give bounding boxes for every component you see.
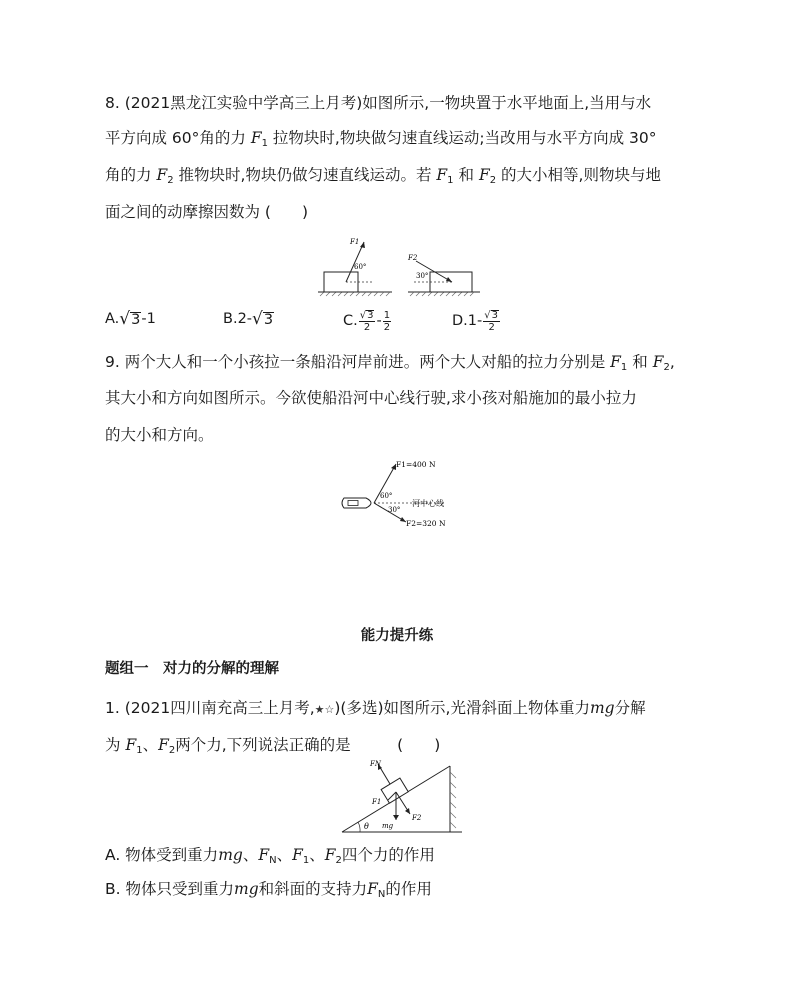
force-symbol: F — [250, 129, 262, 147]
force-symbol: F — [258, 846, 270, 864]
option-label: D. — [452, 313, 468, 329]
p1-figure — [340, 758, 470, 836]
fraction: √ 3 2 — [359, 309, 374, 333]
option-text: 四个力的作用 — [341, 846, 435, 864]
p1-text: 、 — [142, 736, 159, 754]
angle-arc — [358, 822, 360, 832]
subscript: 2 — [168, 745, 176, 756]
force-arrow-f1 — [346, 242, 367, 282]
p1-option-b[interactable] — [105, 879, 432, 905]
p1-text: 分解 — [614, 699, 646, 717]
boat-icon — [342, 498, 371, 508]
q8-text: 的大小相等,则物块与地 — [501, 166, 661, 184]
subscript: 1 — [620, 362, 628, 373]
q8-options — [105, 309, 665, 343]
option-text: 的作用 — [385, 880, 432, 898]
ground-hatch — [410, 292, 474, 296]
label-f1: F1 — [372, 798, 382, 806]
q8-text: 如图所示,一物块置于水平地面上,当用与水 — [362, 94, 652, 112]
subscript: N — [269, 855, 277, 866]
arrowhead — [360, 242, 365, 248]
q8-text: 角的力 — [105, 166, 152, 184]
force-symbol: F — [367, 880, 378, 898]
q9-text: 9. 两个大人和一个小孩拉一条船沿河岸前进。两个大人对船的拉力分别是 — [105, 353, 606, 371]
option-text: 和斜面的支持力 — [258, 880, 368, 898]
q9-text: 和 — [632, 353, 648, 371]
sqrt: √ 3 — [119, 309, 141, 329]
subscript: 1 — [136, 745, 143, 756]
q8-line1 — [105, 93, 651, 113]
option-text: 、 — [309, 846, 325, 864]
q9-line3: 的大小和方向。 — [105, 426, 214, 444]
force-symbol: F — [436, 166, 448, 184]
radicand: 3 — [491, 310, 498, 321]
denominator: 2 — [363, 322, 371, 333]
q8-source: (2021黑龙江实验中学高三上月考) — [124, 94, 363, 112]
force-symbol: F — [610, 353, 621, 371]
q9-line1 — [105, 352, 675, 378]
p1-text: 为 — [105, 736, 121, 754]
option-text: 、 — [242, 846, 259, 864]
option-b[interactable] — [223, 309, 274, 329]
boat-cabin — [348, 501, 358, 506]
option-label: C. — [343, 313, 358, 329]
subscript: 2 — [335, 855, 342, 866]
option-a[interactable] — [105, 309, 156, 329]
ground-hatch — [320, 292, 390, 296]
arrowhead — [446, 277, 452, 282]
option-text: A. 物体受到重力 — [105, 846, 219, 864]
option-text: -1 — [141, 311, 156, 327]
q8-text: 和 — [458, 166, 474, 184]
subscript: 2 — [489, 175, 497, 186]
p1-text: 1. (2021四川南充高三上月考, — [105, 699, 315, 717]
p1-text: )(多选)如图所示,光滑斜面上物体重力 — [334, 699, 590, 717]
arrowhead — [393, 815, 399, 820]
section-title: 能力提升练 — [360, 628, 434, 644]
label-f1: F1=400 N — [396, 460, 436, 469]
numerator: 1 — [383, 309, 391, 321]
option-label: A. — [105, 311, 120, 327]
label-mg: mg — [382, 822, 394, 830]
q8-number: 8. — [105, 94, 120, 112]
q9-line2: 其大小和方向如图所示。今欲使船沿河中心线行驶,求小孩对船施加的最小拉力 — [105, 389, 637, 407]
mg-symbol: mg — [234, 880, 259, 898]
subscript: 2 — [167, 175, 174, 186]
radicand: 3 — [263, 311, 274, 328]
force-symbol: F — [156, 166, 168, 184]
mg-symbol: mg — [589, 699, 615, 717]
label-f2: F2=320 N — [406, 519, 446, 528]
q8-figure-right — [407, 254, 480, 296]
group-title: 题组一 对力的分解的理解 — [105, 661, 279, 677]
object-block — [381, 778, 408, 803]
subscript: 1 — [302, 855, 310, 866]
force-symbol: F — [125, 736, 137, 754]
q8-text: 拉物块时,物块做匀速直线运动;当改用与水平方向成 30° — [272, 129, 657, 147]
subscript: N — [377, 889, 386, 900]
option-text: 2- — [237, 311, 253, 327]
radicand: 3 — [131, 311, 141, 328]
force-symbol: F — [478, 166, 490, 184]
option-text: - — [376, 313, 382, 329]
label-f1: F1 — [350, 238, 360, 246]
subscript: 1 — [447, 175, 454, 186]
label-f2: F2 — [408, 254, 418, 262]
denominator: 2 — [383, 321, 391, 333]
centerline-label: 河中心线 — [412, 499, 444, 508]
subscript: 1 — [261, 138, 268, 149]
q9-text: , — [669, 353, 675, 371]
difficulty-stars-icon: ★☆ — [314, 703, 335, 716]
q8-text: 推物块时,物块仍做匀速直线运动。若 — [178, 166, 432, 184]
mg-symbol: mg — [218, 846, 243, 864]
q8-line2 — [105, 128, 656, 154]
q8-line4: 面之间的动摩擦因数为 ( ) — [105, 203, 309, 221]
option-text: B. 物体只受到重力 — [105, 880, 234, 898]
option-d[interactable] — [452, 309, 501, 333]
angle-label-30: 30° — [416, 272, 429, 280]
q9-figure — [336, 454, 496, 530]
p1-text: 两个力,下列说法正确的是 ( ) — [175, 736, 441, 754]
p1-line1 — [105, 698, 646, 720]
q8-figure-left — [318, 238, 392, 296]
block — [324, 272, 358, 292]
option-text: 1- — [467, 313, 483, 329]
force-symbol: F — [158, 736, 169, 754]
q8-text: 平方向成 60°角的力 — [105, 129, 246, 147]
fraction: √ 3 2 — [484, 309, 498, 333]
label-fn: FN — [370, 760, 381, 768]
force-symbol: F — [292, 846, 303, 864]
angle-label-30: 30° — [388, 506, 401, 514]
force-symbol: F — [652, 353, 664, 371]
angle-label-60: 60° — [354, 263, 367, 271]
denominator: 2 — [488, 322, 495, 333]
angle-label-60: 60° — [380, 492, 393, 500]
theta-label: θ — [364, 822, 369, 831]
arrowhead — [405, 808, 410, 814]
radicand: 3 — [367, 310, 374, 321]
sqrt: √ 3 — [252, 309, 274, 329]
subscript: 2 — [663, 362, 670, 373]
p1-option-a[interactable] — [105, 845, 435, 871]
label-f2: F2 — [412, 814, 422, 822]
incline-hatch — [450, 772, 456, 828]
option-c[interactable] — [343, 309, 392, 333]
fraction — [383, 310, 391, 333]
force-symbol: F — [324, 846, 336, 864]
q8-figure — [312, 234, 482, 300]
q8-line3 — [105, 165, 661, 191]
option-label: B. — [223, 311, 238, 327]
option-text: 、 — [276, 846, 293, 864]
